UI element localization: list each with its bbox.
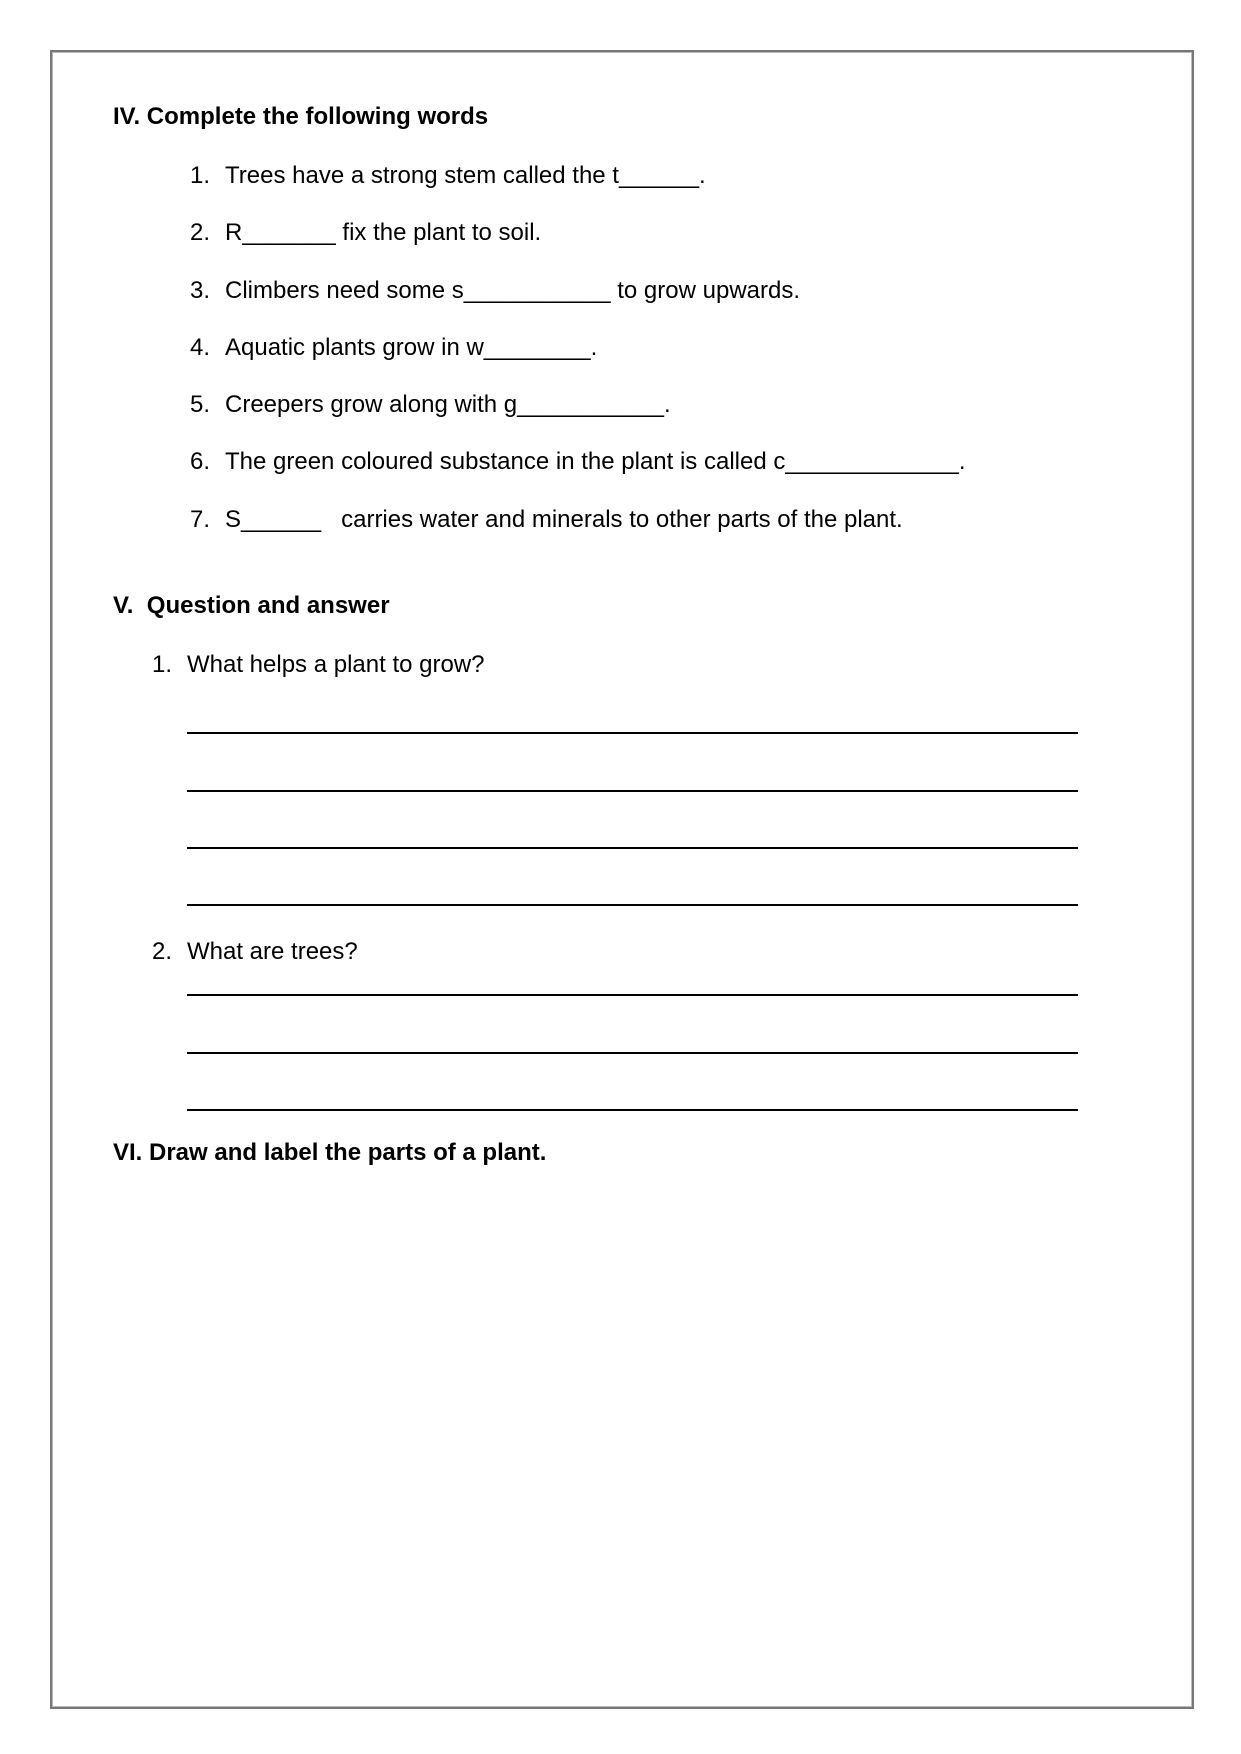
item-number: 2. (189, 219, 210, 246)
item-number: 1. (189, 162, 210, 189)
answer-line[interactable] (187, 1109, 1078, 1111)
fill-in-item: Creepers grow along with g___________. (225, 391, 671, 418)
fill-in-item: S______ carries water and minerals to other parts of the plant. (225, 506, 903, 533)
answer-line[interactable] (187, 904, 1078, 906)
fill-in-item: Trees have a strong stem called the t______. (225, 162, 706, 189)
fill-in-item: Aquatic plants grow in w________. (225, 334, 598, 361)
question-number: 2. (151, 938, 172, 965)
answer-line[interactable] (187, 732, 1078, 734)
answer-line[interactable] (187, 790, 1078, 792)
item-number: 7. (189, 506, 210, 533)
answer-line[interactable] (187, 1052, 1078, 1054)
fill-in-item: R_______ fix the plant to soil. (225, 219, 542, 246)
item-number: 4. (189, 334, 210, 361)
section-iv-heading: IV. Complete the following words (113, 103, 489, 130)
section-vi-heading: VI. Draw and label the parts of a plant. (113, 1139, 547, 1166)
item-number: 5. (189, 391, 210, 418)
drawing-area[interactable] (110, 1190, 1130, 1670)
item-number: 6. (189, 448, 210, 475)
fill-in-item: The green coloured substance in the plant is called c_____________. (225, 448, 966, 475)
item-number: 3. (189, 277, 210, 304)
section-v-heading: V. Question and answer (113, 592, 390, 619)
fill-in-item: Climbers need some s___________ to grow upwards. (225, 277, 801, 304)
question-text: What are trees? (187, 938, 358, 965)
answer-line[interactable] (187, 994, 1078, 996)
answer-line[interactable] (187, 847, 1078, 849)
question-text: What helps a plant to grow? (187, 651, 485, 678)
question-number: 1. (151, 651, 172, 678)
